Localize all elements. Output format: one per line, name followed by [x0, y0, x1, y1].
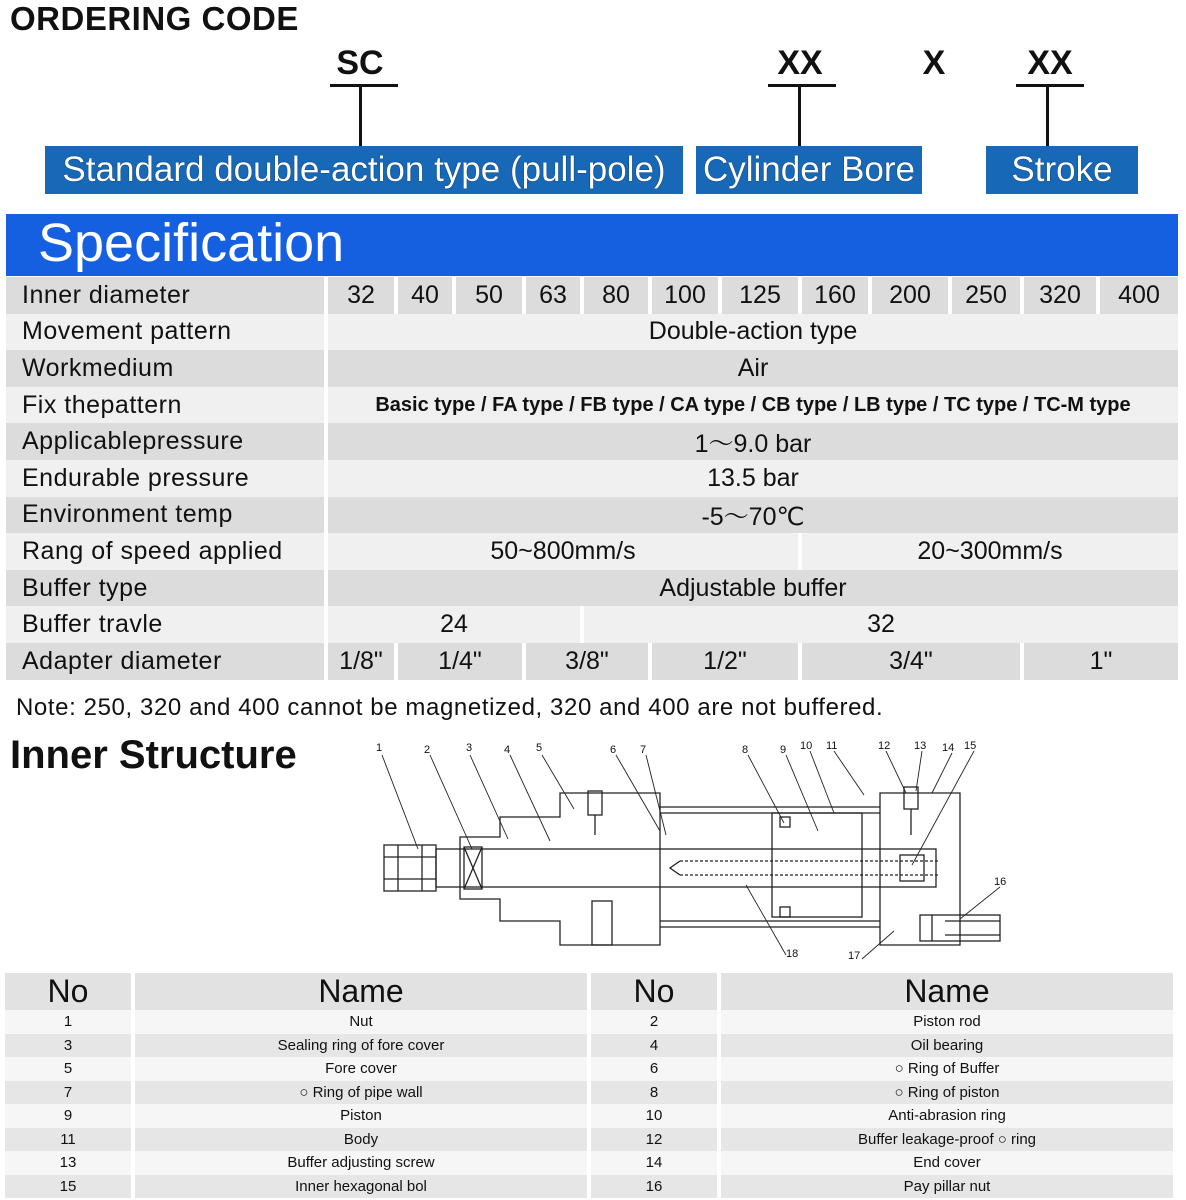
callout-number: 13 — [914, 740, 927, 752]
parts-header-no: No — [591, 973, 721, 1010]
spec-value: Basic type / FA type / FB type / CA type / CB type / LB type / TC type / TC-M type — [328, 387, 1178, 424]
spec-value: Air — [328, 350, 1178, 387]
callout-number: 15 — [964, 740, 977, 752]
code-stem-stroke — [1046, 86, 1049, 146]
spec-row-adapter — [6, 643, 1178, 680]
code-bore: XX — [777, 44, 823, 82]
callout-number: 10 — [800, 740, 813, 752]
parts-header-row — [5, 973, 1177, 1010]
callout-labels — [360, 740, 1020, 970]
table-row — [5, 1034, 1177, 1058]
spec-row — [6, 460, 1178, 497]
part-name: Pay pillar nut — [721, 1175, 1177, 1199]
part-name: Sealing ring of fore cover — [135, 1034, 591, 1058]
part-name: Buffer leakage-proof ○ ring — [721, 1128, 1177, 1152]
specification-title: Specification — [38, 213, 345, 273]
spec-value: Adjustable buffer — [328, 570, 1178, 607]
code-stem-bore — [798, 86, 801, 146]
inner-diameter-value: 80 — [584, 277, 652, 314]
spec-label: Endurable pressure — [6, 460, 328, 497]
callout-number: 6 — [610, 744, 617, 756]
part-no: 13 — [5, 1151, 135, 1175]
spec-row-buffer-type — [6, 570, 1178, 607]
spec-label: Applicablepressure — [6, 423, 328, 460]
part-no: 1 — [5, 1010, 135, 1034]
part-no: 8 — [591, 1081, 721, 1105]
spec-label: Movement pattern — [6, 314, 328, 351]
inner-structure-title: Inner Structure — [10, 733, 297, 777]
part-name: Nut — [135, 1010, 591, 1034]
spec-note: Note: 250, 320 and 400 cannot be magnetized, 320 and 400 are not buffered. — [16, 694, 884, 721]
code-box-stroke: Stroke — [986, 146, 1138, 194]
part-name: Piston rod — [721, 1010, 1177, 1034]
part-no: 12 — [591, 1128, 721, 1152]
part-name: Oil bearing — [721, 1034, 1177, 1058]
spec-label: Fix thepattern — [6, 387, 328, 424]
table-row — [5, 1057, 1177, 1081]
speed-value: 50~800mm/s — [328, 533, 802, 570]
spec-row — [6, 497, 1178, 534]
part-name: Piston — [135, 1104, 591, 1128]
adapter-value: 3/4" — [802, 643, 1024, 680]
buffer-travel-value: 24 — [328, 606, 584, 643]
spec-label: Adapter diameter — [6, 643, 328, 680]
inner-diameter-value: 50 — [456, 277, 526, 314]
spec-label: Inner diameter — [6, 277, 328, 314]
table-row — [5, 1128, 1177, 1152]
code-stroke: XX — [1027, 44, 1073, 82]
code-underline-bore — [768, 84, 836, 87]
spec-value: -5〜70℃ — [328, 497, 1178, 534]
part-name: Body — [135, 1128, 591, 1152]
adapter-value: 1/2" — [652, 643, 802, 680]
specification-table — [6, 277, 1178, 680]
spec-row — [6, 350, 1178, 387]
part-no: 14 — [591, 1151, 721, 1175]
callout-number: 17 — [848, 950, 861, 962]
part-name: Buffer adjusting screw — [135, 1151, 591, 1175]
spec-label: Environment temp — [6, 497, 328, 534]
callout-number: 3 — [466, 742, 473, 754]
inner-diameter-value: 160 — [802, 277, 872, 314]
buffer-travel-value: 32 — [584, 606, 1178, 643]
part-no: 4 — [591, 1034, 721, 1058]
code-underline-sc — [330, 84, 398, 87]
part-name: ○ Ring of Buffer — [721, 1057, 1177, 1081]
parts-header-no: No — [5, 973, 135, 1010]
inner-diameter-value: 400 — [1100, 277, 1178, 314]
callout-number: 11 — [826, 740, 838, 752]
callout-number: 16 — [994, 876, 1007, 888]
inner-diameter-value: 200 — [872, 277, 952, 314]
spec-row-inner-diameter — [6, 277, 1178, 314]
spec-label: Buffer type — [6, 570, 328, 607]
part-name: Anti-abrasion ring — [721, 1104, 1177, 1128]
inner-diameter-value: 125 — [722, 277, 802, 314]
code-box-bore: Cylinder Bore — [696, 146, 922, 194]
spec-value: 13.5 bar — [328, 460, 1178, 497]
part-no: 16 — [591, 1175, 721, 1199]
callout-number: 12 — [878, 740, 891, 752]
parts-header-name: Name — [721, 973, 1177, 1010]
part-name: ○ Ring of pipe wall — [135, 1081, 591, 1105]
code-box-type: Standard double-action type (pull-pole) — [45, 146, 683, 194]
callout-number: 2 — [424, 744, 431, 756]
part-name: Inner hexagonal bol — [135, 1175, 591, 1199]
spec-value: Double-action type — [328, 314, 1178, 351]
adapter-value: 1/8" — [328, 643, 398, 680]
speed-value: 20~300mm/s — [802, 533, 1178, 570]
callout-number: 5 — [536, 742, 543, 754]
inner-diameter-value: 100 — [652, 277, 722, 314]
spec-label: Workmedium — [6, 350, 328, 387]
spec-label: Rang of speed applied — [6, 533, 328, 570]
inner-diameter-value: 32 — [328, 277, 398, 314]
ordering-code-title: ORDERING CODE — [10, 0, 299, 37]
part-no: 9 — [5, 1104, 135, 1128]
adapter-value: 1" — [1024, 643, 1178, 680]
table-row — [5, 1081, 1177, 1105]
adapter-value: 1/4" — [398, 643, 526, 680]
part-no: 2 — [591, 1010, 721, 1034]
spec-value: 1〜9.0 bar — [328, 423, 1178, 460]
table-row — [5, 1010, 1177, 1034]
part-no: 5 — [5, 1057, 135, 1081]
part-no: 11 — [5, 1128, 135, 1152]
callout-number: 8 — [742, 744, 749, 756]
spec-row — [6, 423, 1178, 460]
table-row — [5, 1175, 1177, 1199]
adapter-value: 3/8" — [526, 643, 652, 680]
code-x: X — [922, 44, 946, 82]
code-sc: SC — [336, 44, 384, 82]
spec-row — [6, 314, 1178, 351]
code-stem-sc — [359, 86, 362, 146]
callout-number: 14 — [942, 742, 955, 754]
spec-row — [6, 387, 1178, 424]
parts-table — [5, 973, 1177, 1198]
inner-diameter-value: 250 — [952, 277, 1024, 314]
part-no: 6 — [591, 1057, 721, 1081]
part-name: End cover — [721, 1151, 1177, 1175]
callout-number: 4 — [504, 744, 511, 756]
table-row — [5, 1104, 1177, 1128]
table-row — [5, 1151, 1177, 1175]
spec-row-buffer-travel — [6, 606, 1178, 643]
callout-number: 9 — [780, 744, 787, 756]
code-underline-stroke — [1016, 84, 1084, 87]
callout-number: 1 — [376, 742, 383, 754]
spec-row-speed — [6, 533, 1178, 570]
part-name: Fore cover — [135, 1057, 591, 1081]
part-no: 3 — [5, 1034, 135, 1058]
part-name: ○ Ring of piston — [721, 1081, 1177, 1105]
inner-diameter-value: 40 — [398, 277, 456, 314]
callout-number: 7 — [640, 744, 647, 756]
part-no: 7 — [5, 1081, 135, 1105]
callout-number: 18 — [786, 948, 799, 960]
inner-diameter-value: 320 — [1024, 277, 1100, 314]
spec-label: Buffer travle — [6, 606, 328, 643]
parts-header-name: Name — [135, 973, 591, 1010]
part-no: 10 — [591, 1104, 721, 1128]
inner-diameter-value: 63 — [526, 277, 584, 314]
part-no: 15 — [5, 1175, 135, 1199]
